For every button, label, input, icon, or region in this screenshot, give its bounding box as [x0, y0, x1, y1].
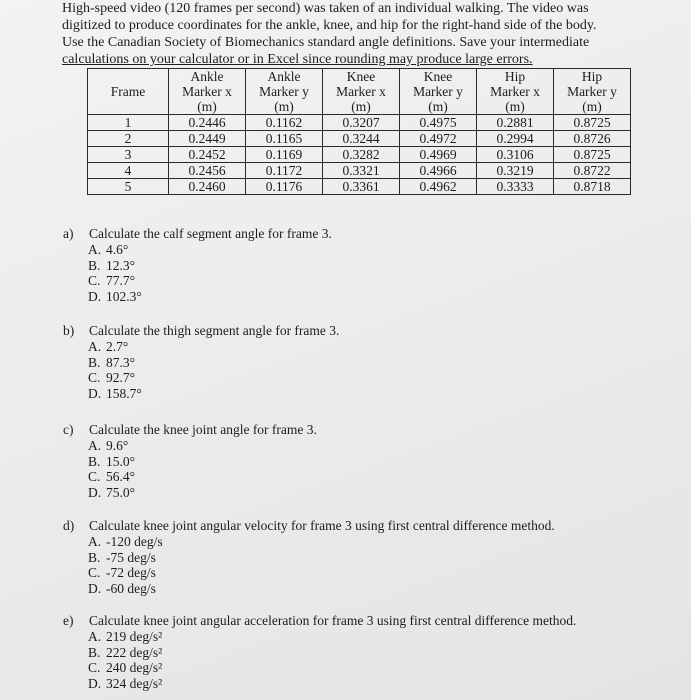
- question-text: Calculate knee joint angular acceleration for frame 3 using first central difference method.: [89, 613, 577, 628]
- table-row: [88, 115, 631, 131]
- table-cell: 0.1165: [246, 131, 323, 147]
- option-item[interactable]: B. 87.3°: [88, 354, 136, 370]
- option-list: [63, 629, 623, 691]
- table-cell: 0.8726: [554, 131, 631, 147]
- table-cell: 0.1172: [246, 163, 323, 179]
- question-letter: a): [63, 226, 74, 241]
- table-cell: 0.3361: [323, 179, 400, 195]
- table-cell: 0.1169: [246, 147, 323, 163]
- frame-header: Frame: [88, 69, 169, 115]
- option-item[interactable]: C. -72 deg/s: [88, 565, 156, 580]
- table-cell: 0.3333: [477, 179, 554, 195]
- option-item[interactable]: A. 219 deg/s²: [88, 629, 163, 644]
- table-cell: 0.2452: [169, 147, 246, 163]
- table-cell: 0.3106: [477, 147, 554, 163]
- option-item[interactable]: D. -60 deg/s: [88, 580, 156, 596]
- option-item[interactable]: A. -120 deg/s: [88, 534, 163, 549]
- table-cell: 2: [88, 131, 169, 147]
- table-row: [88, 163, 631, 179]
- table-cell: 0.8718: [554, 179, 631, 195]
- table-cell: 3: [88, 147, 169, 163]
- question-text: Calculate knee joint angular velocity for frame 3 using first central difference method.: [89, 518, 555, 533]
- table-cell: 0.1162: [246, 115, 323, 131]
- table-cell: 4: [88, 163, 169, 179]
- marker-data-table: [87, 68, 631, 195]
- column-header: Hip Marker y (m): [554, 69, 631, 115]
- option-list: [63, 242, 623, 304]
- option-item[interactable]: A. 2.7°: [88, 339, 129, 354]
- table-cell: 0.3207: [323, 115, 400, 131]
- column-header: Knee Marker y (m): [400, 69, 477, 115]
- option-item[interactable]: D. 75.0°: [88, 484, 136, 500]
- option-list: [63, 339, 623, 401]
- option-list: [63, 534, 623, 596]
- column-header: Ankle Marker y (m): [246, 69, 323, 115]
- option-item[interactable]: C. 240 deg/s²: [88, 660, 163, 675]
- table-cell: 0.4966: [400, 163, 477, 179]
- option-item[interactable]: C. 77.7°: [88, 273, 136, 288]
- option-item[interactable]: B. 15.0°: [88, 453, 136, 469]
- table-cell: 0.4969: [400, 147, 477, 163]
- question-d: [63, 518, 623, 596]
- table-cell: 0.2994: [477, 131, 554, 147]
- column-header: Ankle Marker x (m): [169, 69, 246, 115]
- table-cell: 0.4972: [400, 131, 477, 147]
- option-item[interactable]: D. 102.3°: [88, 288, 142, 304]
- table-cell: 0.3244: [323, 131, 400, 147]
- table-cell: 0.2460: [169, 179, 246, 195]
- table-cell: 0.8725: [554, 115, 631, 131]
- intro-line-3: Use the Canadian Society of Biomechanics standard angle definitions. Save your intermediate: [62, 35, 590, 50]
- table-cell: 0.3219: [477, 163, 554, 179]
- table-cell: 0.2881: [477, 115, 554, 131]
- table-cell: 0.3321: [323, 163, 400, 179]
- question-a: [63, 226, 623, 304]
- question-letter: b): [63, 323, 75, 338]
- option-item[interactable]: D. 158.7°: [88, 385, 142, 401]
- question-b: [63, 323, 623, 401]
- question-letter: e): [63, 613, 74, 628]
- intro-line-1: High-speed video (120 frames per second) was taken of an individual walking. The video was: [62, 1, 589, 16]
- table-cell: 0.2446: [169, 115, 246, 131]
- question-text: Calculate the knee joint angle for frame 3.: [89, 422, 317, 437]
- table-row: [88, 147, 631, 163]
- option-item[interactable]: D. 324 deg/s²: [88, 675, 163, 691]
- intro-paragraph: [62, 0, 622, 68]
- table-cell: 0.2456: [169, 163, 246, 179]
- table-cell: 0.4962: [400, 179, 477, 195]
- question-e: [63, 613, 623, 691]
- question-letter: c): [63, 422, 74, 437]
- option-item[interactable]: A. 4.6°: [88, 242, 129, 257]
- option-item[interactable]: A. 9.6°: [88, 438, 129, 453]
- option-item[interactable]: C. 56.4°: [88, 469, 136, 484]
- table-header-row: [88, 69, 631, 115]
- table-cell: 0.8722: [554, 163, 631, 179]
- option-item[interactable]: B. 12.3°: [88, 257, 136, 273]
- question-letter: d): [63, 518, 75, 533]
- table-cell: 5: [88, 179, 169, 195]
- table-cell: 0.1176: [246, 179, 323, 195]
- table-cell: 0.3282: [323, 147, 400, 163]
- option-item[interactable]: B. 222 deg/s²: [88, 644, 163, 660]
- table-row: [88, 131, 631, 147]
- question-text: Calculate the calf segment angle for frame 3.: [89, 226, 332, 241]
- table-cell: 0.8725: [554, 147, 631, 163]
- option-list: [63, 438, 623, 500]
- question-text: Calculate the thigh segment angle for frame 3.: [89, 323, 340, 338]
- column-header: Knee Marker x (m): [323, 69, 400, 115]
- option-item[interactable]: B. -75 deg/s: [88, 549, 156, 565]
- question-c: [63, 422, 623, 500]
- table-row: [88, 179, 631, 195]
- intro-line-4: calculations on your calculator or in Excel since rounding may produce large errors.: [62, 52, 533, 67]
- column-header: Hip Marker x (m): [477, 69, 554, 115]
- option-item[interactable]: C. 92.7°: [88, 370, 136, 385]
- table-cell: 0.2449: [169, 131, 246, 147]
- table-cell: 0.4975: [400, 115, 477, 131]
- intro-line-2: digitized to produce coordinates for the ankle, knee, and hip for the right-hand side of the body.: [62, 18, 597, 33]
- table-cell: 1: [88, 115, 169, 131]
